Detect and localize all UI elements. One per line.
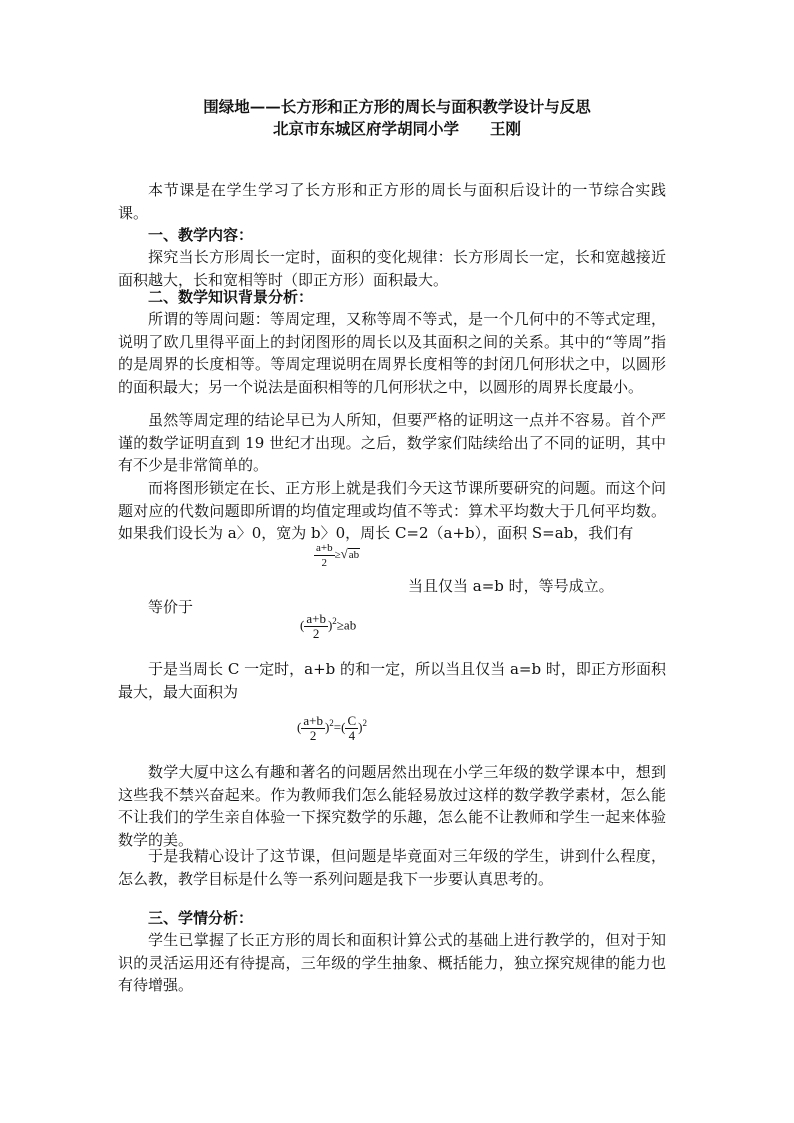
formula-exponent: 2: [329, 718, 334, 729]
formula-am-gm: $\frac{a+b}{2}$ ≥√ab: [316, 542, 360, 569]
formula-radicand: ab: [348, 549, 360, 562]
formula-numerator: a+b: [303, 713, 323, 728]
formula-numerator: a+b: [316, 542, 333, 554]
section-heading-content: 一、教学内容：: [148, 226, 254, 244]
formula-open-paren: (: [300, 617, 305, 633]
equivalent-label: 等价于: [148, 598, 194, 616]
background-paragraph-4: 于是当周长 C 一定时，a+b 的和一定，所以当且仅当 a=b 时，即正方形面积最大，最大面积为: [118, 660, 666, 701]
background-paragraph-5: 数学大厦中这么有趣和著名的问题居然出现在小学三年级的数学课本中，想到这些我不禁兴奋起来。作为教师我们怎么能轻易放过这样的数学教学素材，怎么能不让我们的学生亲自体验一下探究数学的乐趣，怎么能不让教师和学生一起来体验数学的美。: [118, 763, 666, 849]
background-paragraph-3: 而将图形锁定在长、正方形上就是我们今天这节课所要研究的问题。而这个问题对应的代数问题即所谓的均值定理或均值不等式：算术平均数大于几何平均数。如果我们设长为 a〉0，宽为 b〉0，周长 C=2（a+b），面积 S=ab，我们有: [118, 479, 666, 542]
section-heading-students: 三、学情分析：: [148, 909, 254, 927]
formula-relation: ≥: [334, 549, 341, 562]
document-author: 北京市东城区府学胡同小学 王刚: [272, 119, 521, 138]
formula-numerator: a+b: [306, 611, 326, 626]
students-paragraph: 学生已掌握了长正方形的周长和面积计算公式的基础上进行教学的，但对于知识的灵活运用还有待提高，三年级的学生抽象、概括能力，独立探究规律的能力也有待增强。: [118, 931, 666, 994]
section-heading-background: 二、数学知识背景分析：: [148, 288, 314, 306]
background-paragraph-6: 于是我精心设计了这节课，但问题是毕竟面对三年级的学生，讲到什么程度，怎么教，教学目标是什么等一系列问题是我下一步要认真思考的。: [118, 847, 666, 888]
intro-paragraph: 本节课是在学生学习了长方形和正方形的周长与面积后设计的一节综合实践课。: [118, 181, 666, 222]
document-title: 围绿地——长方形和正方形的周长与面积教学设计与反思: [203, 97, 591, 116]
formula-rest: ≥ab: [336, 617, 357, 633]
formula-squared: [300, 612, 356, 641]
equality-note: 当且仅当 a=b 时，等号成立。: [408, 577, 614, 595]
formula-numerator: C: [347, 713, 357, 728]
background-paragraph-1: 所谓的等周问题：等周定理，又称等周不等式，是一个几何中的不等式定理，说明了欧几里得平面上的封闭图形的周长以及其面积之间的关系。其中的“等周”指的是周界的长度相等。等周定理说明在周界长度相等的封闭几何形状之中，以圆形的面积最大；另一个说法是面积相等的几何形状之中，以圆形的周界长度最小。: [118, 310, 666, 396]
background-paragraph-2: 虽然等周定理的结论早已为人所知，但要严格的证明这一点并不容易。首个严谨的数学证明直到 19 世纪才出现。之后，数学家们陆续给出了不同的证明，其中有不少是非常简单的。: [118, 411, 666, 474]
formula-denominator: 4: [348, 728, 356, 743]
formula-denominator: 2: [309, 728, 317, 743]
formula-denominator: 2: [321, 557, 328, 569]
formula-denominator: 2: [312, 626, 320, 641]
formula-equals: =: [333, 719, 342, 735]
formula-exponent: 2: [362, 718, 367, 729]
formula-close-paren: ): [327, 617, 333, 633]
content-paragraph: 探究当长方形周长一定时，面积的变化规律：长方形周长一定，长和宽越接近面积越大，长和宽相等时（即正方形）面积最大。: [118, 248, 666, 289]
formula-max-area: ( $\frac{a+b}{2}$ )$^2$=( $\frac{C}{4}$ )$^2$: [297, 713, 367, 743]
formula-exponent: 2: [332, 616, 337, 627]
